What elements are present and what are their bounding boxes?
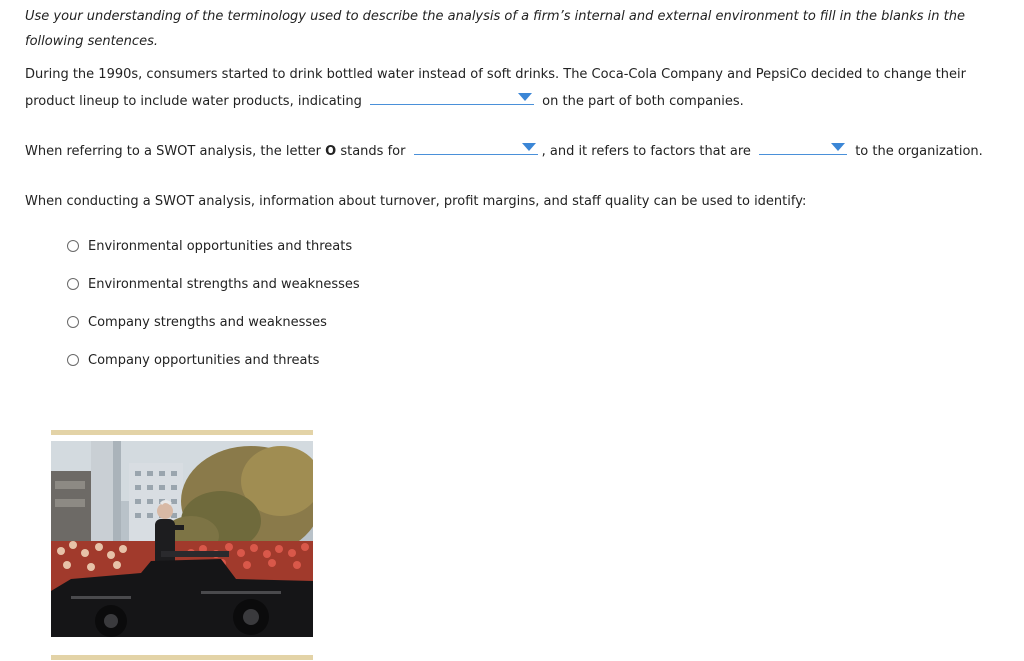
question-1-line-2 — [25, 88, 985, 115]
image-bottom-rule — [51, 655, 313, 660]
option-environmental-strengths-weaknesses[interactable] — [67, 273, 360, 295]
question-2-dropdown-1[interactable] — [414, 138, 538, 155]
radio-unselected-icon[interactable] — [67, 278, 79, 290]
option-company-opportunities-threats[interactable] — [67, 349, 360, 371]
option-label: Company opportunities and threats — [88, 352, 320, 368]
radio-unselected-icon[interactable] — [67, 354, 79, 366]
option-company-strengths-weaknesses[interactable] — [67, 311, 360, 333]
option-label: Environmental strengths and weaknesses — [88, 276, 360, 292]
question-2-dropdown-2[interactable] — [759, 138, 847, 155]
question-1 — [25, 62, 985, 115]
triangle-down-icon — [522, 143, 536, 151]
radio-unselected-icon[interactable] — [67, 240, 79, 252]
question-2-text-after: to the organization. — [855, 144, 983, 159]
question-2 — [25, 138, 1015, 165]
parade-photo-illustration — [51, 441, 313, 637]
question-3-options — [67, 235, 360, 387]
question-1-line-1: During the 1990s, consumers started to drink bottled water instead of soft drinks. The Coca-Cola Company and PepsiCo decided to change their — [25, 67, 966, 82]
radio-unselected-icon[interactable] — [67, 316, 79, 328]
question-2-text-before: When referring to a SWOT analysis, the letter — [25, 144, 321, 159]
question-3-prompt: When conducting a SWOT analysis, information about turnover, profit margins, and staff quality can be used to identify: — [25, 194, 807, 209]
option-environmental-opportunities-threats[interactable] — [67, 235, 360, 257]
triangle-down-icon — [831, 143, 845, 151]
triangle-down-icon — [518, 93, 532, 101]
parade-photo — [51, 441, 313, 637]
image-top-rule — [51, 430, 313, 435]
instructions-text: Use your understanding of the terminology used to describe the analysis of a firm’s internal and external environment to fill in the blanks in the following sentences. — [25, 9, 965, 49]
question-1-text-before: product lineup to include water products, indicating — [25, 94, 362, 109]
question-2-text-middle-2: , and it refers to factors that are — [541, 144, 751, 159]
question-1-text-after: on the part of both companies. — [542, 94, 744, 109]
option-label: Company strengths and weaknesses — [88, 314, 327, 330]
option-label: Environmental opportunities and threats — [88, 238, 353, 254]
question-2-text-middle-1: stands for — [340, 144, 406, 159]
question-1-dropdown[interactable] — [370, 88, 534, 105]
question-2-letter: O — [325, 144, 337, 159]
